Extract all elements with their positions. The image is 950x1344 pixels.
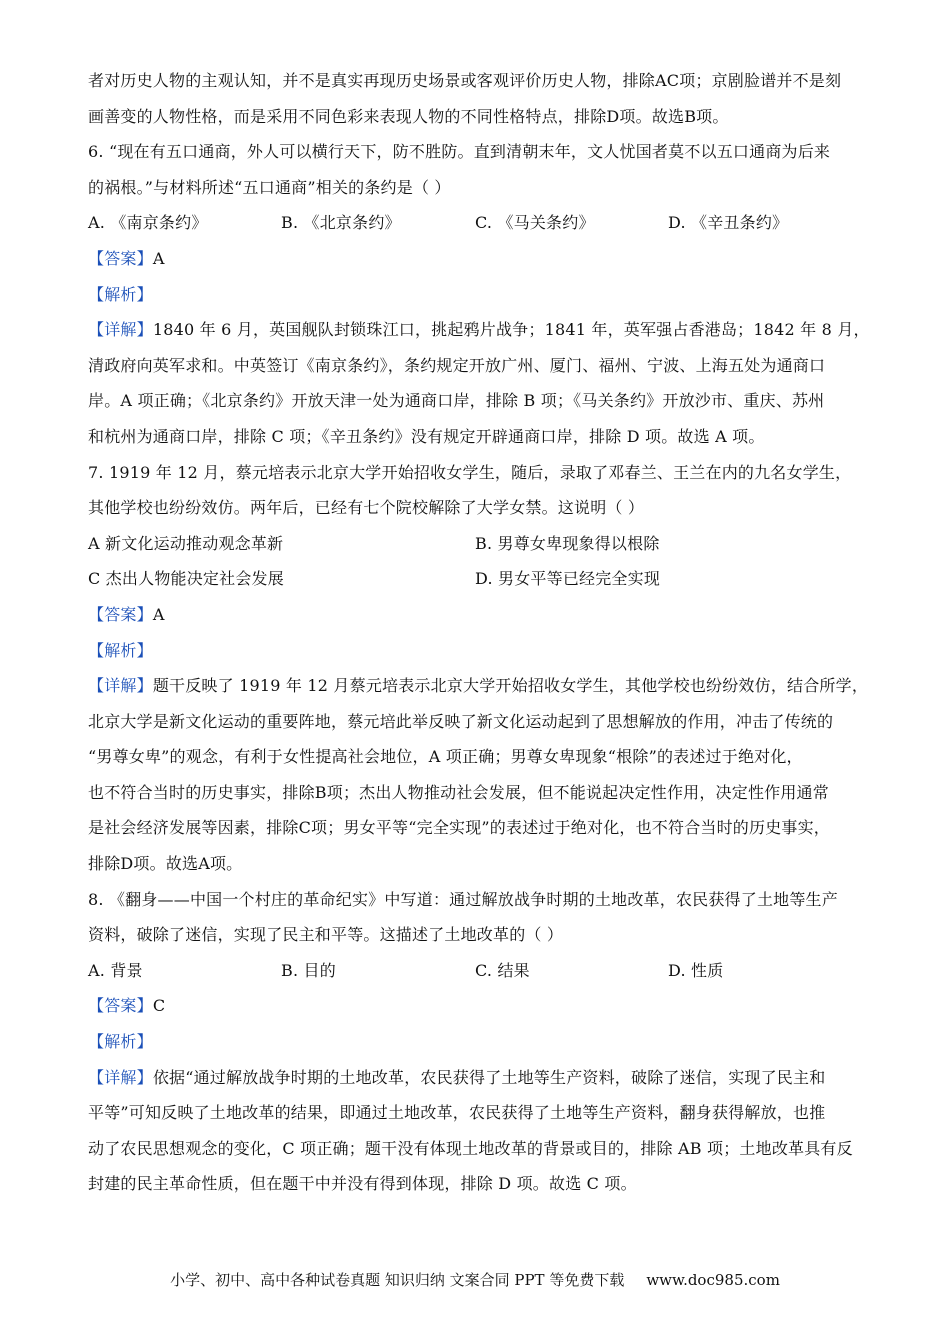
q6-option-b: B. 《北京条约》	[281, 213, 401, 233]
answer-label: 【答案】	[88, 604, 153, 624]
q8-stem-line: 8. 《翻身——中国一个村庄的革命纪实》中写道：通过解放战争时期的土地改革，农民获得了土地等生产	[88, 889, 838, 909]
q7-detail-line: 也不符合当时的历史事实，排除B项；杰出人物推动社会发展，但不能说起决定性作用，决定性作用通常	[88, 782, 829, 802]
answer-label: 【答案】	[88, 248, 153, 268]
q8-answer	[88, 995, 868, 1017]
q6-detail-line: 和杭州为通商口岸，排除 C 项；《辛丑条约》没有规定开辟通商口岸，排除 D 项。故选 A 项。	[88, 426, 765, 446]
q7-detail-text: 题干反映了 1919 年 12 月蔡元培表示北京大学开始招收女学生，其他学校也纷纷效仿，结合所学，	[152, 676, 869, 696]
document-content	[88, 70, 868, 1209]
q6-answer-value: A	[152, 248, 165, 268]
q6-stem-line: 6. “现在有五口通商，外人可以横行天下，防不胜防。直到清朝末年，文人忧国者莫不以五口通商为后来	[88, 142, 831, 162]
q7-option-d: D. 男女平等已经完全实现	[475, 569, 661, 589]
q6-option-d: D. 《辛丑条约》	[668, 213, 789, 233]
q6-detail-line: 岸。A 项正确；《北京条约》开放天津一处为通商口岸，排除 B 项；《马关条约》开放沙市、重庆、苏州	[88, 391, 825, 411]
q8-answer-value: C	[152, 996, 166, 1016]
q7-answer	[88, 604, 868, 626]
q7-detail-line	[88, 675, 868, 697]
detail-label: 【详解】	[88, 320, 153, 340]
q8-detail-text: 依据“通过解放战争时期的土地改革，农民获得了土地等生产资料，破除了迷信，实现了民主和	[152, 1067, 826, 1087]
intro-line: 画善变的人物性格，而是采用不同色彩来表现人物的不同性格特点，排除D项。故选B项。	[88, 106, 729, 126]
q7-options-row1	[88, 533, 868, 555]
footer-url[interactable]: www.doc985.com	[646, 1271, 780, 1289]
q8-detail-line: 动了农民思想观念的变化，C 项正确；题干没有体现土地改革的背景或目的，排除 AB 项；土地改革具有反	[88, 1138, 853, 1158]
q8-options	[88, 960, 868, 982]
q7-detail-line: 是社会经济发展等因素，排除C项；男女平等“完全实现”的表述过于绝对化，也不符合当时的历史事实，	[88, 818, 831, 838]
q7-answer-value: A	[152, 604, 165, 624]
q6-detail-line	[88, 319, 868, 341]
q6-analysis	[88, 284, 868, 306]
footer-text: 小学、初中、高中各种试卷真题 知识归纳 文案合同 PPT 等免费下载	[170, 1271, 625, 1289]
q7-detail-line: “男尊女卑”的观念，有利于女性提高社会地位，A 项正确；男尊女卑现象“根除”的表述过于绝对化，	[88, 747, 803, 767]
q7-stem-line: 其他学校也纷纷效仿。两年后，已经有七个院校解除了大学女禁。这说明（ ）	[88, 498, 645, 518]
q8-option-d: D. 性质	[668, 960, 724, 980]
q7-stem-line: 7. 1919 年 12 月，蔡元培表示北京大学开始招收女学生，随后，录取了邓春兰、王兰在内的九名女学生，	[88, 462, 852, 482]
answer-label: 【答案】	[88, 996, 153, 1016]
q7-option-c: C 杰出人物能决定社会发展	[88, 569, 284, 589]
q8-option-b: B. 目的	[281, 960, 336, 980]
analysis-label: 【解析】	[88, 640, 153, 660]
detail-label: 【详解】	[88, 676, 153, 696]
intro-line: 者对历史人物的主观认知，并不是真实再现历史场景或客观评价历史人物，排除AC项；京剧脸谱并不是刻	[88, 71, 842, 90]
q8-detail-line: 封建的民主革命性质，但在题干中并没有得到体现，排除 D 项。故选 C 项。	[88, 1174, 637, 1194]
q8-option-a: A. 背景	[88, 960, 143, 980]
q7-analysis	[88, 640, 868, 662]
detail-label: 【详解】	[88, 1067, 153, 1087]
q6-stem-line: 的祸根。”与材料所述“五口通商”相关的条约是（ ）	[88, 177, 451, 197]
q8-stem-line: 资料，破除了迷信，实现了民主和平等。这描述了土地改革的（ ）	[88, 925, 564, 945]
q6-option-c: C. 《马关条约》	[475, 213, 595, 233]
q7-option-a: A 新文化运动推动观念革新	[88, 533, 284, 553]
q7-options-row2	[88, 568, 868, 590]
q8-analysis	[88, 1031, 868, 1053]
q8-detail-line: 平等”可知反映了土地改革的结果，即通过土地改革，农民获得了土地等生产资料，翻身获得解放，也推	[88, 1103, 826, 1123]
q6-option-a: A. 《南京条约》	[88, 213, 208, 233]
analysis-label: 【解析】	[88, 284, 153, 304]
q6-options	[88, 212, 868, 234]
q7-detail-line: 北京大学是新文化运动的重要阵地，蔡元培此举反映了新文化运动起到了思想解放的作用，冲击了传统的	[88, 711, 834, 731]
analysis-label: 【解析】	[88, 1032, 153, 1052]
q8-option-c: C. 结果	[475, 960, 530, 980]
q6-answer	[88, 248, 868, 270]
q7-option-b: B. 男尊女卑现象得以根除	[475, 533, 660, 553]
q6-detail-line: 清政府向英军求和。中英签订《南京条约》，条约规定开放广州、厦门、福州、宁波、上海五处为通商口	[88, 355, 826, 375]
q6-detail-text: 1840 年 6 月，英国舰队封锁珠江口，挑起鸦片战争；1841 年，英军强占香港岛；1842 年 8 月，	[152, 320, 870, 340]
q8-detail-line	[88, 1067, 868, 1089]
page-footer	[0, 1269, 950, 1290]
q7-detail-line: 排除D项。故选A项。	[88, 854, 243, 874]
